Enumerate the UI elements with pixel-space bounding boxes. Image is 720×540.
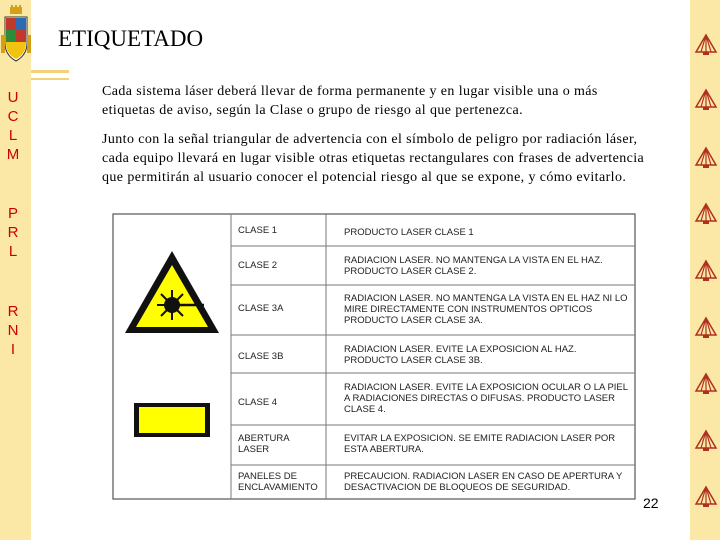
label-text: PRODUCTO LASER CLASE 1 [344,227,474,238]
label-text: RADIACION LASER. NO MANTENGA LA VISTA EN EL HAZ. PRODUCTO LASER CLASE 2. [344,255,603,277]
side-letter: M [6,146,20,163]
side-letter: L [8,243,18,260]
clase-label: ABERTURA LASER [238,433,290,455]
scallop-shell-icon [694,315,718,339]
warning-paragraph: Junto con la señal triangular de advertencia con el símbolo de peligro por radiación láser, cada equipo llevará en lugar visible otras etiquetas rectangulares con frases de advertencia que permitirán al usuario conocer el potencial riesgo al que se expone, y cómo evitarlo. [102,132,645,185]
coat-of-arms-icon [1,5,31,67]
scallop-shell-icon [694,32,718,56]
scallop-shell-icon [694,201,718,225]
scallop-shell-icon [694,258,718,282]
side-letter: I [10,341,16,358]
side-letters-rni [2,302,24,359]
side-letter: N [7,322,19,339]
label-text: RADIACION LASER. EVITE LA EXPOSICION AL HAZ. PRODUCTO LASER CLASE 3B. [344,344,577,366]
side-letters-ucl [2,88,24,164]
scallop-shell-icon [694,371,718,395]
label-text: PRECAUCION. RADIACION LASER EN CASO DE APERTURA Y DESACTIVACION DE BLOQUEOS DE SEGURIDAD. [344,471,623,493]
header-line [31,70,69,73]
side-letter: C [7,108,19,125]
left-decorative-band [0,0,31,540]
label-text: EVITAR LA EXPOSICION. SE EMITE RADIACION LASER POR ESTA ABERTURA. [344,433,616,455]
clase-label: CLASE 3B [238,351,284,362]
side-letter: U [7,89,19,106]
side-letters-prl [2,204,24,261]
page-title: ETIQUETADO [58,26,204,51]
intro-paragraph: Cada sistema láser deberá llevar de forma permanente y en lugar visible una o más etiquetas de aviso, según la Clase o grupo de riesgo al que pertenezca. [102,84,598,118]
laser-label-table [112,213,636,500]
clase-label: CLASE 4 [238,397,278,408]
scallop-shell-icon [694,145,718,169]
side-letter: P [7,205,18,222]
page-number: 22 [643,495,659,511]
scallop-shell-icon [694,484,718,508]
clase-label: CLASE 3A [238,303,284,314]
label-text: RADIACION LASER. EVITE LA EXPOSICION OCULAR O LA PIEL A RADIACIONES DIRECTAS O DIFUSAS. PRODUCTO LASER CLASE 4. [344,382,628,415]
clase-label: CLASE 1 [238,225,278,236]
side-letter: R [7,303,19,320]
clase-label: CLASE 2 [238,260,278,271]
label-text: RADIACION LASER. NO MANTENGA LA VISTA EN EL HAZ NI LO MIRE DIRECTAMENTE CON INSTRUMENTOS OPTICOS PRODUCTO LASER CLASE 3A. [344,293,628,326]
scallop-shell-icon [694,87,718,111]
header-line [31,78,69,80]
side-letter: R [7,224,19,241]
side-letter: L [8,127,18,144]
scallop-shell-icon [694,428,718,452]
clase-label: PANELES DE ENCLAVAMIENTO [238,471,318,493]
